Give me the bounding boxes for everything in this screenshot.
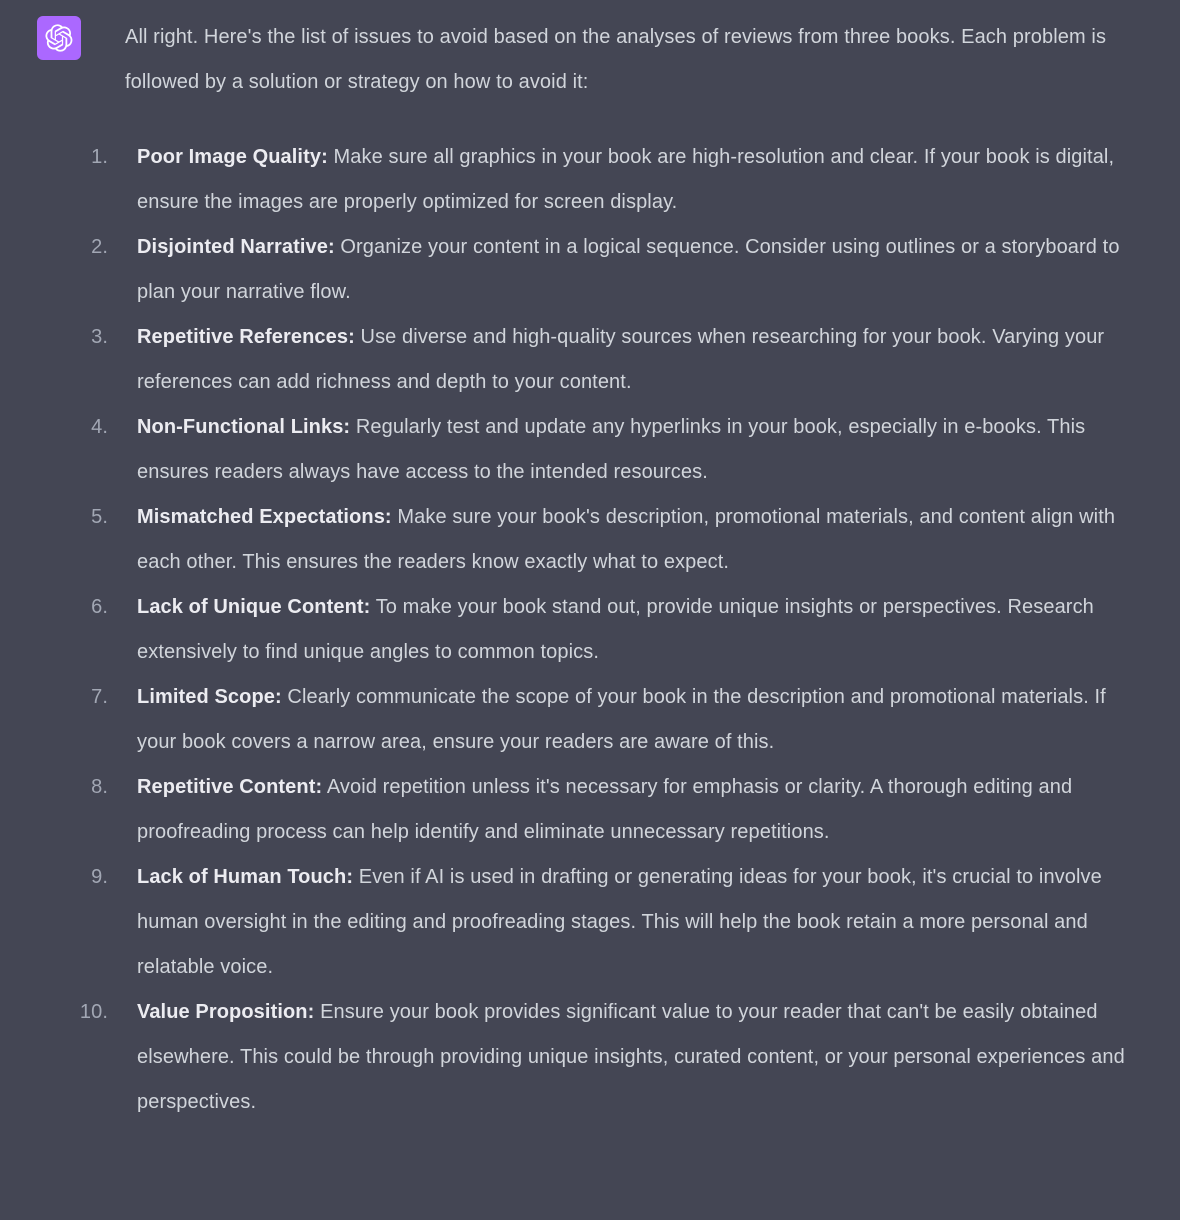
list-item-number: 3.	[91, 326, 108, 348]
list-item-title: Value Proposition:	[137, 1001, 315, 1023]
list-item-text: Organize your content in a logical sequence. Consider using outlines or a storyboard to plan your narrative flow.	[137, 236, 1120, 303]
list-item	[79, 990, 1145, 1125]
list-item-title: Repetitive References:	[137, 326, 355, 348]
message-intro: All right. Here's the list of issues to avoid based on the analyses of reviews from three books. Each problem is followed by a solution or strategy on how to avoid it:	[125, 26, 1107, 93]
list-item-number: 7.	[91, 686, 108, 708]
list-item	[91, 675, 1145, 765]
list-item-number: 6.	[91, 596, 108, 618]
list-item-title: Repetitive Content:	[137, 776, 323, 798]
list-item-text: Avoid repetition unless it's necessary for emphasis or clarity. A thorough editing and proofreading process can help identify and eliminate unnecessary repetitions.	[137, 776, 1073, 843]
assistant-avatar	[37, 16, 81, 60]
list-item-text: Clearly communicate the scope of your book in the description and promotional materials. If your book covers a narrow area, ensure your readers are aware of this.	[137, 686, 1106, 753]
list-item-number: 10.	[79, 1001, 108, 1023]
list-item-text: Regularly test and update any hyperlinks in your book, especially in e-books. This ensures readers always have access to the intended resources.	[137, 416, 1086, 483]
list-item-number: 1.	[91, 146, 108, 168]
list-item	[91, 135, 1145, 225]
list-item-text: Make sure all graphics in your book are high-resolution and clear. If your book is digital, ensure the images are properly optimized for screen display.	[137, 146, 1115, 213]
list-item-text: Ensure your book provides significant value to your reader that can't be easily obtained elsewhere. This could be through providing unique insights, curated content, or your personal experiences and perspectives.	[137, 1001, 1125, 1113]
list-item-number: 4.	[91, 416, 108, 438]
list-item	[91, 225, 1145, 315]
list-item-title: Lack of Unique Content:	[137, 596, 371, 618]
list-item	[91, 585, 1145, 675]
list-item	[91, 765, 1145, 855]
openai-logo-icon	[45, 24, 73, 52]
list-item-number: 5.	[91, 506, 108, 528]
issues-list	[79, 135, 1145, 1125]
list-item-title: Mismatched Expectations:	[137, 506, 392, 528]
list-item-text: To make your book stand out, provide unique insights or perspectives. Research extensively to find unique angles to common topics.	[137, 596, 1094, 663]
list-item	[91, 405, 1145, 495]
list-item-text: Make sure your book's description, promotional materials, and content align with each other. This ensures the readers know exactly what to expect.	[137, 506, 1116, 573]
list-item-number: 8.	[91, 776, 108, 798]
list-item	[91, 855, 1145, 990]
list-item-title: Limited Scope:	[137, 686, 282, 708]
list-item-title: Disjointed Narrative:	[137, 236, 335, 258]
list-item	[91, 495, 1145, 585]
list-item-number: 2.	[91, 236, 108, 258]
list-item-title: Non-Functional Links:	[137, 416, 351, 438]
list-item-title: Lack of Human Touch:	[137, 866, 354, 888]
list-item-text: Use diverse and high-quality sources when researching for your book. Varying your references can add richness and depth to your content.	[137, 326, 1105, 393]
list-item	[91, 315, 1145, 405]
message-content	[79, 0, 1145, 1125]
list-item-title: Poor Image Quality:	[137, 146, 328, 168]
list-item-text: Even if AI is used in drafting or generating ideas for your book, it's crucial to involve human oversight in the editing and proofreading stages. This will help the book retain a more personal and relatable voice.	[137, 866, 1102, 978]
list-item-number: 9.	[91, 866, 108, 888]
